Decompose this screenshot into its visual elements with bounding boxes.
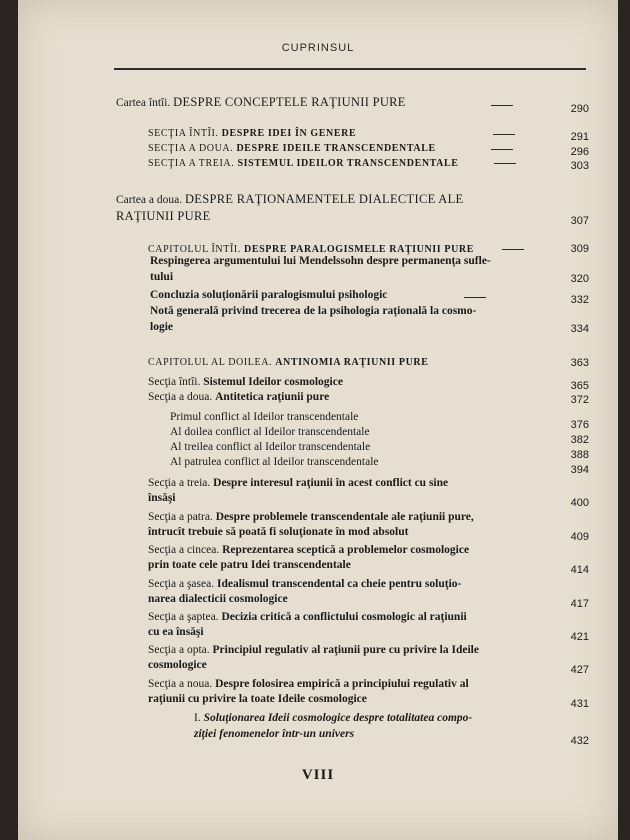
toc-title: Despre folosirea empirică a principiului regulativ al xyxy=(215,678,469,690)
toc-line xyxy=(148,693,367,705)
toc-page-number: 400 xyxy=(570,497,589,509)
toc-page-number: 382 xyxy=(570,434,589,446)
toc-line xyxy=(148,511,474,523)
toc-page-number: 376 xyxy=(570,419,589,431)
toc-title: Idealismul transcendental ca cheie pentru soluţio- xyxy=(216,578,462,590)
toc-title: RAŢIUNII PURE xyxy=(116,209,211,223)
toc-page-number: 363 xyxy=(570,357,589,369)
toc-label: Al doilea conflict al Ideilor transcendentale xyxy=(170,426,370,438)
toc-page-number: 332 xyxy=(570,294,589,306)
toc-label: CAPITOLUL AL DOILEA. xyxy=(148,357,276,368)
toc-line xyxy=(170,441,370,453)
toc-label: CAPITOLUL ÎNTÎI. xyxy=(148,244,245,255)
page-header: CUPRINSUL xyxy=(281,42,355,54)
toc-title: Sistemul Ideilor cosmologice xyxy=(203,376,343,388)
toc-label: Secţia a şaptea. xyxy=(148,611,222,623)
toc-label: Cartea întîi. xyxy=(116,97,174,109)
toc-line xyxy=(148,153,459,171)
toc-title: prin toate cele patru Idei transcendentale xyxy=(148,559,351,571)
toc-page-number: 388 xyxy=(570,449,589,461)
toc-title: DESPRE RAŢIONAMENTELE DIALECTICE ALE xyxy=(184,192,464,206)
toc-line xyxy=(150,289,387,301)
toc-line xyxy=(148,611,467,623)
toc-label: Secţia a patra. xyxy=(148,511,216,523)
toc-page-number: 365 xyxy=(570,380,589,392)
header-rule xyxy=(114,68,586,70)
toc-line xyxy=(170,426,370,438)
toc-label: Cartea a doua. xyxy=(116,194,185,206)
toc-line xyxy=(116,192,463,207)
toc-page-number: 291 xyxy=(570,131,589,143)
toc-title: DESPRE IDEI ÎN GENERE xyxy=(221,128,357,139)
toc-title: Despre problemele transcendentale ale raţiunii pure, xyxy=(215,511,474,523)
toc-title: cu ea însăşi xyxy=(148,626,204,638)
toc-title: Reprezentarea sceptică a problemelor cosmologice xyxy=(222,544,470,556)
toc-line xyxy=(148,559,351,571)
toc-title: Notă generală privind trecerea de la psihologia raţională la cosmo- xyxy=(150,305,477,317)
toc-label: Al patrulea conflict al Ideilor transcendentale xyxy=(170,456,379,468)
toc-title: ANTINOMIA RAŢIUNII PURE xyxy=(275,357,429,368)
leader-line xyxy=(491,105,513,106)
toc-title: tului xyxy=(150,271,174,283)
toc-title: Decizia critică a conflictului cosmologic al raţiunii xyxy=(221,611,467,623)
toc-line xyxy=(116,95,406,110)
toc-line xyxy=(148,391,329,403)
toc-title: DESPRE IDEILE TRANSCENDENTALE xyxy=(236,143,436,154)
leader-line xyxy=(491,149,513,150)
toc-line xyxy=(194,728,354,740)
toc-title: Soluţionarea Ideii cosmologice despre totalitatea compo- xyxy=(203,712,473,724)
toc-label: Secţia a noua. xyxy=(148,678,216,690)
toc-page-number: 421 xyxy=(570,631,589,643)
toc-title: Antitetica raţiunii pure xyxy=(215,391,330,403)
toc-line xyxy=(170,456,379,468)
toc-label: Secţia a opta. xyxy=(148,644,213,656)
toc-label: Secţia a şasea. xyxy=(148,578,217,590)
toc-line xyxy=(194,712,472,724)
toc-label: Al treilea conflict al Ideilor transcendentale xyxy=(170,441,371,453)
toc-label: SECŢIA ÎNTÎI. xyxy=(148,128,222,139)
toc-page-number: 431 xyxy=(570,698,589,710)
toc-page-number: 417 xyxy=(570,598,589,610)
toc-page-number: 296 xyxy=(570,146,589,158)
leader-line xyxy=(464,297,486,298)
book-page xyxy=(18,0,618,840)
toc-label: Secţia a treia. xyxy=(148,477,214,489)
toc-page-number: 409 xyxy=(570,531,589,543)
toc-line xyxy=(150,305,476,317)
toc-label: Secţia a cincea. xyxy=(148,544,223,556)
toc-title: Principiul regulativ al raţiunii pure cu privire la Ideile xyxy=(212,644,479,656)
toc-title: cosmologice xyxy=(148,659,207,671)
toc-line xyxy=(148,526,408,538)
leader-line xyxy=(494,163,516,164)
toc-label: Secţia a doua. xyxy=(148,391,216,403)
toc-label: I. xyxy=(194,712,204,724)
toc-title: Concluzia soluţionării paralogismului psihologic xyxy=(150,289,388,301)
toc-title: DESPRE PARALOGISMELE RAŢIUNII PURE xyxy=(244,244,474,255)
toc-title: DESPRE CONCEPTELE RAŢIUNII PURE xyxy=(173,95,406,109)
toc-label: SECŢIA A DOUA. xyxy=(148,143,237,154)
toc-title: Despre interesul raţiunii în acest conflict cu sine xyxy=(213,477,449,489)
toc-label: SECŢIA A TREIA. xyxy=(148,158,238,169)
toc-line xyxy=(148,626,204,638)
toc-page-number: 372 xyxy=(570,394,589,406)
toc-line xyxy=(148,578,461,590)
toc-label: Primul conflict al Ideilor transcendentale xyxy=(170,411,359,423)
leader-line xyxy=(493,134,515,135)
toc-label: Secţia întîi. xyxy=(148,376,204,388)
toc-line xyxy=(148,492,176,504)
toc-line xyxy=(148,352,429,370)
toc-line xyxy=(148,678,469,690)
toc-page-number: 303 xyxy=(570,160,589,172)
toc-line xyxy=(150,321,173,333)
leader-line xyxy=(502,249,524,250)
toc-line xyxy=(148,477,448,489)
toc-title: ziţiei fenomenelor într-un univers xyxy=(194,728,355,740)
toc-title: SISTEMUL IDEILOR TRANSCENDENTALE xyxy=(237,158,459,169)
toc-page-number: 334 xyxy=(570,323,589,335)
toc-line xyxy=(148,644,479,656)
toc-line xyxy=(150,255,491,267)
toc-page-number: 394 xyxy=(570,464,589,476)
toc-line xyxy=(148,376,343,388)
toc-page-number: 414 xyxy=(570,564,589,576)
toc-title: însăşi xyxy=(148,492,176,504)
toc-title: logie xyxy=(150,321,173,333)
toc-title: întrucît trebuie să poată fi soluţionate în mod absolut xyxy=(148,526,409,538)
toc-page-number: 427 xyxy=(570,664,589,676)
toc-line xyxy=(150,271,173,283)
page-number: VIII xyxy=(301,767,335,783)
toc-line xyxy=(116,209,211,224)
toc-line xyxy=(148,544,469,556)
toc-line xyxy=(170,411,358,423)
toc-page-number: 309 xyxy=(570,243,589,255)
toc-page-number: 320 xyxy=(570,273,589,285)
toc-page-number: 290 xyxy=(570,103,589,115)
toc-page-number: 307 xyxy=(570,215,589,227)
toc-line xyxy=(148,659,207,671)
toc-page-number: 432 xyxy=(570,735,589,747)
toc-title: narea dialecticii cosmologice xyxy=(148,593,288,605)
toc-title: Respingerea argumentului lui Mendelssohn despre permanenţa sufle- xyxy=(150,255,491,267)
toc-title: raţiunii cu privire la toate Ideile cosmologice xyxy=(148,693,367,705)
toc-line xyxy=(148,593,288,605)
